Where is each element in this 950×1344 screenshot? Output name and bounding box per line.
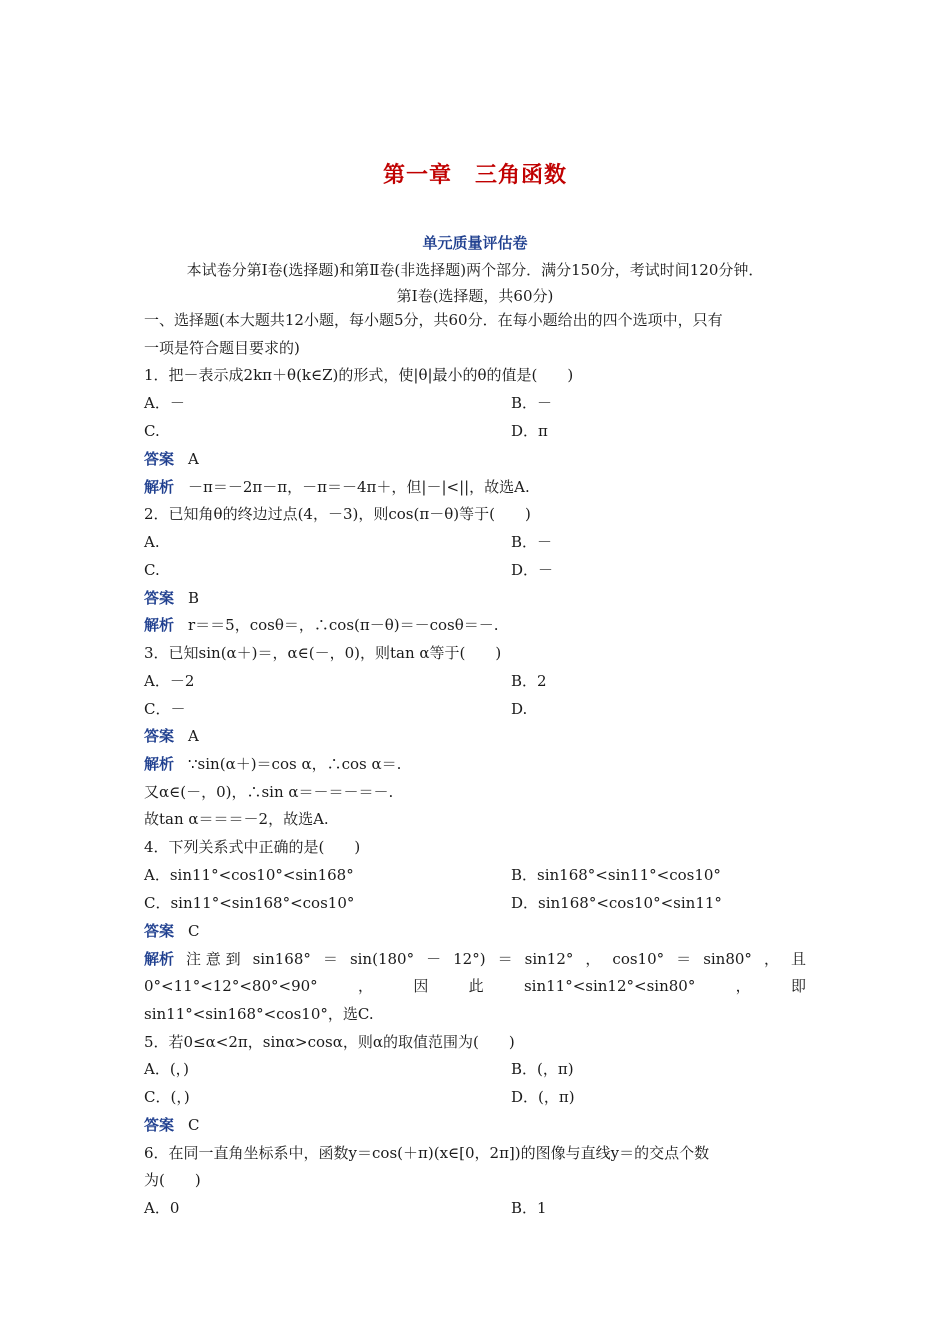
analysis-part: ＝ [322, 950, 338, 968]
analysis-part: sin80° [703, 950, 752, 968]
question-1-option-c: C. [144, 422, 160, 440]
question-4-option-d: D．sin168°<cos10°<sin11° [511, 894, 722, 912]
question-1-option-a: A．－ [144, 394, 185, 412]
question-2-option-b: B．－ [511, 533, 553, 551]
question-1-answer [144, 449, 199, 469]
analysis-part: 且 [790, 950, 806, 968]
analysis-part: ＝ [676, 950, 692, 968]
exam-intro: 本试卷分第Ⅰ卷(选择题)和第Ⅱ卷(非选择题)两个部分．满分150分，考试时间120分钟． [186, 261, 764, 279]
question-3-analysis-line2: 又α∈(－，0)，∴sin α＝－＝－＝－. [144, 783, 394, 801]
question-4-analysis-line3: sin11°<sin168°<cos10°，选C. [144, 1005, 374, 1023]
question-5-option-b: B．(，π) [511, 1060, 574, 1078]
question-2-option-d: D．－ [511, 561, 554, 579]
answer-value: A [188, 450, 199, 468]
analysis-part: 因 [413, 977, 429, 995]
question-1-option-d: D．π [511, 422, 548, 440]
question-3-option-c: C．－ [144, 700, 186, 718]
analysis-part: ， [585, 950, 601, 968]
analysis-part: 此 [468, 977, 484, 995]
analysis-part: sin(180° [349, 950, 415, 968]
analysis-part: sin168° [252, 950, 311, 968]
analysis-part: ＝ [497, 950, 513, 968]
answer-label: 答案 [144, 922, 175, 940]
analysis-part: ， [763, 950, 779, 968]
analysis-part: sin11°<sin12°<sin80° [523, 977, 696, 995]
question-4-stem: 4．下列关系式中正确的是( ) [144, 838, 361, 856]
question-4-analysis [144, 949, 806, 969]
question-3-stem: 3．已知sin(α＋)＝，α∈(－，0)，则tan α等于( ) [144, 644, 502, 662]
analysis-label: 解析 [144, 755, 175, 773]
analysis-part: ， [735, 977, 751, 995]
analysis-part: ， [357, 977, 373, 995]
analysis-part: sin12° [524, 950, 574, 968]
question-1-option-b: B．－ [511, 394, 553, 412]
analysis-part: － [426, 950, 442, 968]
analysis-label: 解析 [144, 950, 175, 968]
question-3-analysis-line3: 故tan α＝＝＝－2，故选A. [144, 810, 329, 828]
answer-label: 答案 [144, 1116, 175, 1134]
question-1-stem: 1．把－表示成2kπ＋θ(k∈Z)的形式，使|θ|最小的θ的值是( ) [144, 366, 574, 384]
question-3-option-b: B．2 [511, 672, 547, 690]
analysis-part: 0°<11°<12°<80°<90° [144, 977, 318, 995]
analysis-part: 注 意 到 [186, 950, 241, 968]
question-2-stem: 2．已知角θ的终边过点(4，－3)，则cos(π－θ)等于( ) [144, 505, 531, 523]
question-1-analysis [144, 477, 530, 497]
question-3-analysis [144, 754, 401, 774]
analysis-label: 解析 [144, 616, 175, 634]
question-2-answer [144, 588, 199, 608]
question-3-option-a: A．－2 [144, 672, 195, 690]
answer-label: 答案 [144, 450, 175, 468]
analysis-text: r＝＝5，cosθ＝，∴cos(π－θ)＝－cosθ＝－. [188, 616, 499, 634]
question-6-stem-line2: 为( ) [144, 1171, 201, 1189]
question-4-option-b: B．sin168°<sin11°<cos10° [511, 866, 721, 884]
question-6-option-a: A．0 [144, 1199, 180, 1217]
answer-label: 答案 [144, 589, 175, 607]
question-4-answer [144, 921, 200, 941]
question-4-option-c: C．sin11°<sin168°<cos10° [144, 894, 355, 912]
answer-label: 答案 [144, 727, 175, 745]
analysis-label: 解析 [144, 478, 175, 496]
question-2-option-c: C. [144, 561, 160, 579]
analysis-text: －π＝－2π－π，－π＝－4π＋，但|－|<||，故选A. [188, 478, 530, 496]
question-5-option-d: D．(，π) [511, 1088, 575, 1106]
answer-value: C [188, 1116, 200, 1134]
question-4-analysis-line2 [144, 976, 806, 996]
question-2-analysis [144, 615, 499, 635]
exam-subtitle: 单元质量评估卷 [422, 234, 528, 252]
question-2-option-a: A. [144, 533, 160, 551]
part-instructions-line1: 一、选择题(本大题共12小题，每小题5分，共60分．在每小题给出的四个选项中，只有 [144, 311, 723, 329]
section-heading: 第Ⅰ卷(选择题，共60分) [396, 287, 554, 305]
question-3-answer [144, 726, 199, 746]
part-instructions-line2: 一项是符合题目要求的) [144, 339, 300, 357]
question-5-stem: 5．若0≤α<2π，sinα>cosα，则α的取值范围为( ) [144, 1033, 515, 1051]
question-6-option-b: B．1 [511, 1199, 547, 1217]
analysis-part: 12°) [453, 950, 486, 968]
analysis-text: ∵sin(α＋)＝cos α，∴cos α＝. [188, 755, 402, 773]
question-5-answer [144, 1115, 200, 1135]
question-6-stem: 6．在同一直角坐标系中，函数y＝cos(＋π)(x∈[0，2π])的图像与直线y＝的交点个数 [144, 1144, 710, 1162]
analysis-part: cos10° [612, 950, 665, 968]
answer-value: B [188, 589, 200, 607]
analysis-part: 即 [790, 977, 806, 995]
question-5-option-a: A．(，) [144, 1060, 190, 1078]
question-4-option-a: A．sin11°<cos10°<sin168° [144, 866, 354, 884]
question-5-option-c: C．(，) [144, 1088, 190, 1106]
answer-value: C [188, 922, 200, 940]
question-3-option-d: D. [511, 700, 528, 718]
answer-value: A [188, 727, 199, 745]
chapter-title: 第一章 三角函数 [382, 162, 567, 188]
